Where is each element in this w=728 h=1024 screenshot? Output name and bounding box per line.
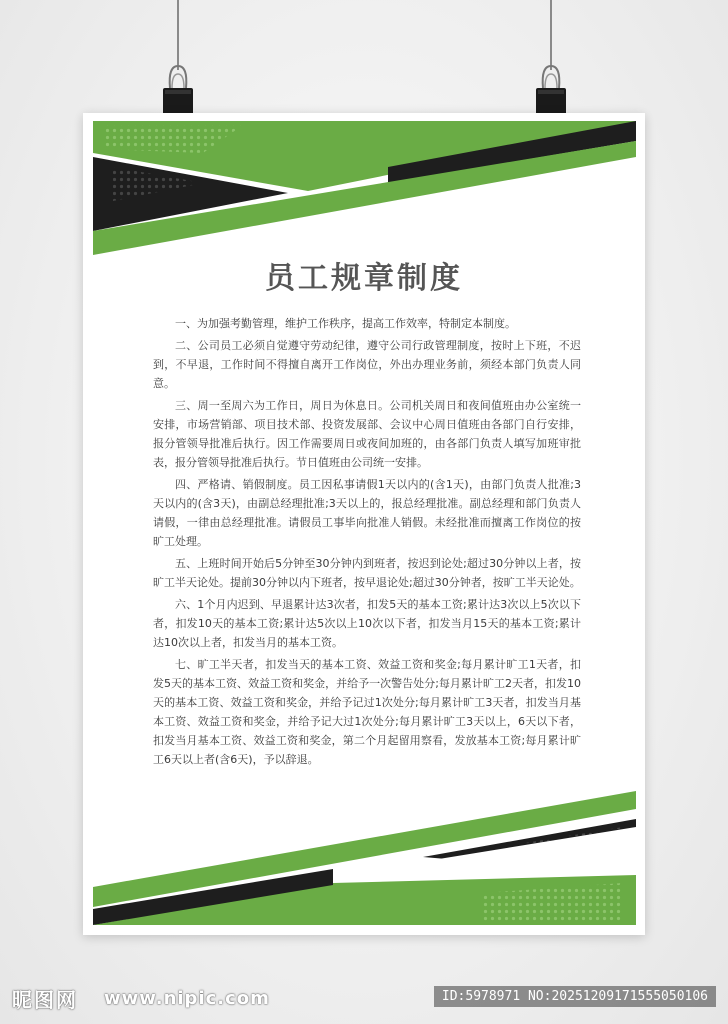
paragraph-1: 一、为加强考勤管理，维护工作秩序，提高工作效率，特制定本制度。 <box>175 317 516 330</box>
bottom-geometric-decoration <box>83 775 645 935</box>
poster <box>83 113 645 935</box>
paragraph-7: 七、旷工半天者，扣发当天的基本工资、效益工资和奖金;每月累计旷工1天者，扣发5天的基本工资、效益工资和奖金，并给予一次警告处分;每月累计旷工2天者，扣发10天的基本工资、效益工资和奖金，并给予记过1次处分;每月累计旷工3天者，扣发当月基本工资、效益工资和奖金，并给予记大过1次处分;每月累计旷工3天以上，6天以下者，扣发当月基本工资、效益工资和奖金，第二个月起留用察看，发放基本工资;每月累计旷工6天以上者(含6天)，予以辞退。 <box>153 658 581 766</box>
paragraph-5: 五、上班时间开始后5分钟至30分钟内到班者，按迟到论处;超过30分钟以上者，按旷工半天论处。提前30分钟以内下班者，按早退论处;超过30分钟者，按旷工半天论处。 <box>153 557 581 589</box>
paragraph-3: 三、周一至周六为工作日，周日为休息日。公司机关周日和夜间值班由办公室统一安排，市场营销部、项目技术部、投资发展部、会议中心周日值班由各部门自行安排，报分管领导批准后执行。因工作需要周日或夜间加班的，由各部门负责人填写加班审批表，报分管领导批准后执行。节日值班由公司统一安排。 <box>153 399 581 469</box>
paragraph-4: 四、严格请、销假制度。员工因私事请假1天以内的(含1天)，由部门负责人批准;3天以内的(含3天)，由副总经理批准;3天以上的，报总经理批准。副总经理和部门负责人请假，一律由总经理批准。请假员工事毕向批准人销假。未经批准而擅离工作岗位的按旷工处理。 <box>153 478 581 548</box>
binder-clip-right-icon <box>533 60 569 120</box>
document-title: 员工规章制度 <box>265 261 463 296</box>
binder-clip-left-icon <box>160 60 196 120</box>
watermark-logo: 昵图网 <box>12 988 78 1012</box>
document-body <box>153 314 581 772</box>
paragraph-6: 六、1个月内迟到、早退累计达3次者，扣发5天的基本工资;累计达3次以上5次以下者，扣发10天的基本工资;累计达5次以上10次以下者，扣发当月15天的基本工资;累计达10次以上者，扣发当月的基本工资。 <box>153 598 581 649</box>
watermark-bar <box>0 972 728 1024</box>
top-geometric-decoration <box>83 113 645 273</box>
watermark-url: www.nipic.com <box>104 988 270 1009</box>
paragraph-2: 二、公司员工必须自觉遵守劳动纪律，遵守公司行政管理制度，按时上下班，不迟到，不早退，工作时间不得擅自离开工作岗位，外出办理业务前，须经本部门负责人同意。 <box>153 339 581 390</box>
watermark-id: ID:5978971 NO:20251209171555050106 <box>434 986 716 1007</box>
